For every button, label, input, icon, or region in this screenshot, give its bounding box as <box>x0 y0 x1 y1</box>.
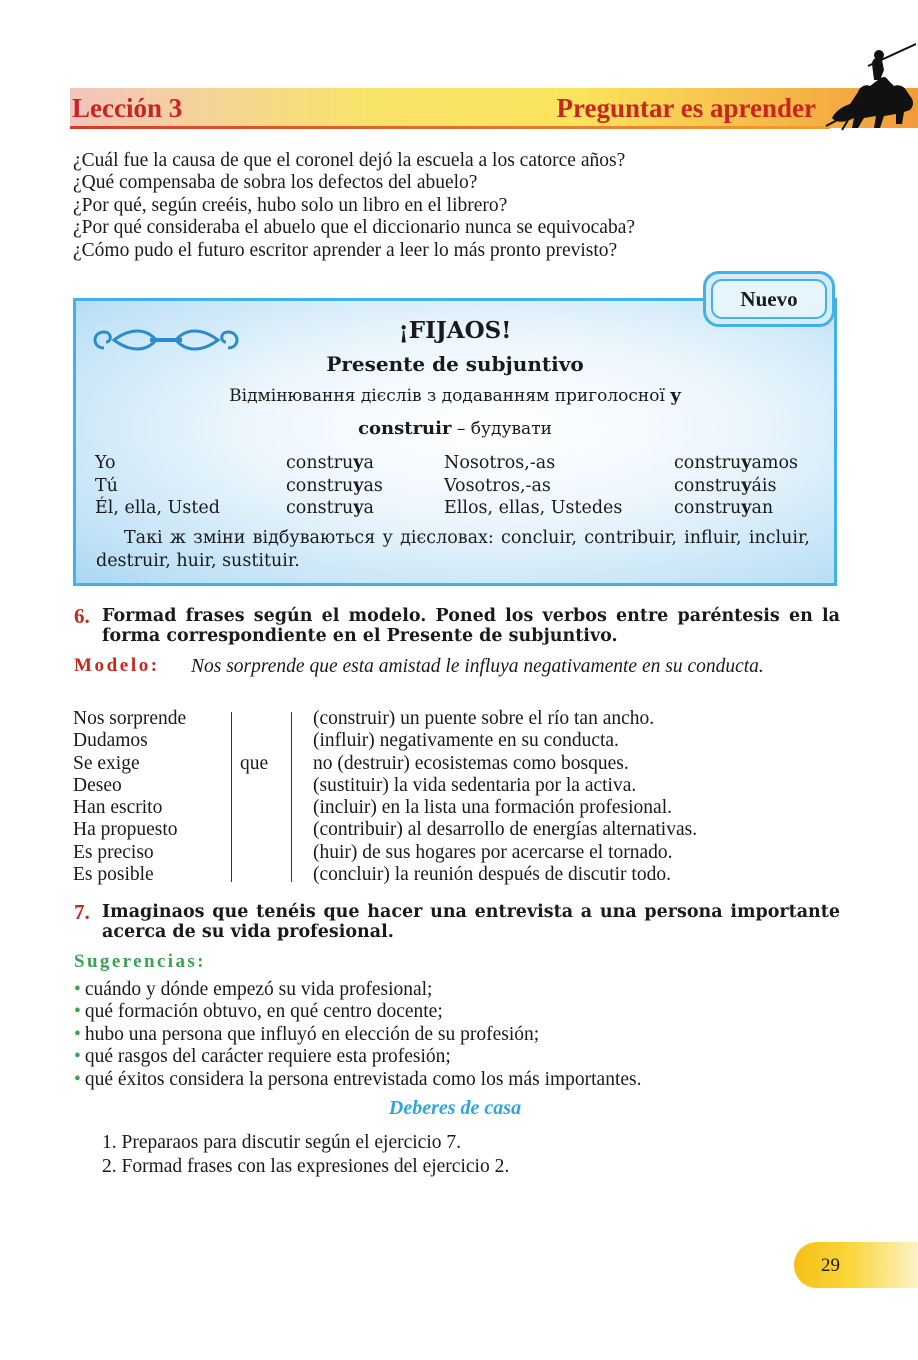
sugerencias-label: Sugerencias: <box>74 951 206 972</box>
modelo-example: Nos sorprende que esta amistad le influya negativamente en su conducta. <box>191 656 764 677</box>
modelo-label: Modelo: <box>74 655 160 676</box>
verb-form: construyas <box>286 475 383 496</box>
pronoun: Él, ella, Usted <box>95 498 220 518</box>
column-divider <box>231 712 232 882</box>
homework-item: 2. Formad frases con las expresiones del ejercicio 2. <box>102 1156 510 1177</box>
subordinate-clause-column <box>313 708 697 886</box>
verb-form: construyáis <box>674 475 777 496</box>
suggestions-list <box>74 979 642 1091</box>
pronoun: Tú <box>95 475 118 496</box>
question-item: ¿Cómo pudo el futuro escritor aprender a leer lo más pronto previsto? <box>73 239 618 261</box>
bullet-icon: • <box>74 979 81 1000</box>
lesson-title: Preguntar es aprender <box>556 93 816 123</box>
forms-plural <box>674 452 798 520</box>
main-clause: Han escrito <box>73 797 163 819</box>
page-number: 29 <box>821 1255 840 1276</box>
homework-item: 1. Preparaos para discutir según el ejercicio 7. <box>102 1132 461 1153</box>
connector-que: que <box>240 753 269 774</box>
question-item: ¿Cuál fue la causa de que el coronel dejó la escuela a los catorce años? <box>73 150 626 171</box>
list-item: • qué rasgos del carácter requiere esta profesión; <box>74 1046 451 1068</box>
bullet-icon: • <box>74 1068 81 1090</box>
subordinate-clause: no (destruir) ecosistemas como bosques. <box>313 752 629 774</box>
subordinate-clause: (construir) un puente sobre el río tan ancho. <box>313 708 655 729</box>
main-clause: Dudamos <box>73 730 148 752</box>
model-verb-infinitive: construir <box>358 418 452 439</box>
verb-form: construya <box>286 498 374 518</box>
bullet-icon: • <box>74 1023 81 1045</box>
exercise-6-number: 6. <box>74 604 90 628</box>
verb-form: construya <box>286 453 374 473</box>
subordinate-clause: (concluir) la reunión después de discutir todo. <box>313 864 671 886</box>
main-clause: Ha propuesto <box>73 819 178 841</box>
question-item: ¿Qué compensaba de sobra los defectos del abuelo? <box>73 172 478 194</box>
main-clause: Deseo <box>73 774 122 796</box>
model-verb <box>73 418 837 439</box>
main-clause: Nos sorprende <box>73 708 187 729</box>
header-underline <box>70 126 830 129</box>
subordinate-clause: (sustituir) la vida sedentaria por la activa. <box>313 774 637 796</box>
question-item: ¿Por qué consideraba el abuelo que el diccionario nunca se equivocaba? <box>73 217 636 239</box>
list-item: • cuándo y dónde empezó su vida profesional; <box>74 979 433 1000</box>
pronoun: Yo <box>95 453 116 473</box>
lesson-number: Lección 3 <box>72 93 183 123</box>
page-number-tab <box>794 1242 918 1288</box>
homework-list <box>102 1131 509 1179</box>
similar-verbs-note: Такі ж зміни відбуваються у дієсловах: concluir, contribuir, influir, incluir, destruir, huir, sustituir. <box>96 528 810 571</box>
exercise-7-number: 7. <box>74 900 90 924</box>
nuevo-label: Nuevo <box>711 279 827 319</box>
column-divider <box>291 712 292 882</box>
list-item: • qué formación obtuvo, en qué centro docente; <box>74 1001 443 1023</box>
exercise-7-instruction: Imaginaos que tenéis que hacer una entrevista a una persona importante acerca de su vida profesional. <box>102 902 840 942</box>
main-clause: Es posible <box>73 864 154 886</box>
verb-form: construyamos <box>674 453 798 473</box>
pronoun: Ellos, ellas, Ustedes <box>444 498 623 518</box>
pronouns-plural <box>444 452 622 520</box>
subordinate-clause: (influir) negativamente en su conducta. <box>313 730 619 752</box>
bullet-icon: • <box>74 1001 81 1023</box>
grammar-box-title: ¡FIJAOS! <box>398 317 512 344</box>
homework-title: Deberes de casa <box>388 1097 522 1119</box>
pronoun: Vosotros,-as <box>444 475 551 496</box>
pronouns-singular <box>95 452 220 520</box>
exercise-6-instruction: Formad frases según el modelo. Poned los verbos entre paréntesis en la forma correspondiente en el Presente de subjuntivo. <box>102 606 840 646</box>
grammar-note <box>73 385 837 406</box>
pronoun: Nosotros,-as <box>444 453 556 473</box>
main-clause: Es preciso <box>73 841 154 863</box>
subordinate-clause: (huir) de sus hogares por acercarse el tornado. <box>313 841 673 863</box>
main-clause-column <box>73 708 186 886</box>
reading-questions <box>73 150 635 262</box>
list-item: • hubo una persona que influyó en elección de su profesión; <box>74 1023 540 1045</box>
grammar-note-letter: y <box>670 385 681 406</box>
bullet-icon: • <box>74 1046 81 1068</box>
list-item: • qué éxitos considera la persona entrevistada como los más importantes. <box>74 1068 642 1090</box>
question-item: ¿Por qué, según creéis, hubo solo un libro en el librero? <box>73 194 508 216</box>
verb-form: construyan <box>674 498 774 518</box>
forms-singular <box>286 452 383 520</box>
grammar-topic: Presente de subjuntivo <box>326 352 584 376</box>
model-verb-translation: – будувати <box>456 419 552 439</box>
don-quixote-illustration <box>824 40 918 132</box>
grammar-note-text: Відмінювання дієслів з додаванням приголосної <box>229 386 665 406</box>
subordinate-clause: (contribuir) al desarrollo de energías alternativas. <box>313 819 698 841</box>
main-clause: Se exige <box>73 752 140 774</box>
subordinate-clause: (incluir) en la lista una formación profesional. <box>313 797 672 819</box>
